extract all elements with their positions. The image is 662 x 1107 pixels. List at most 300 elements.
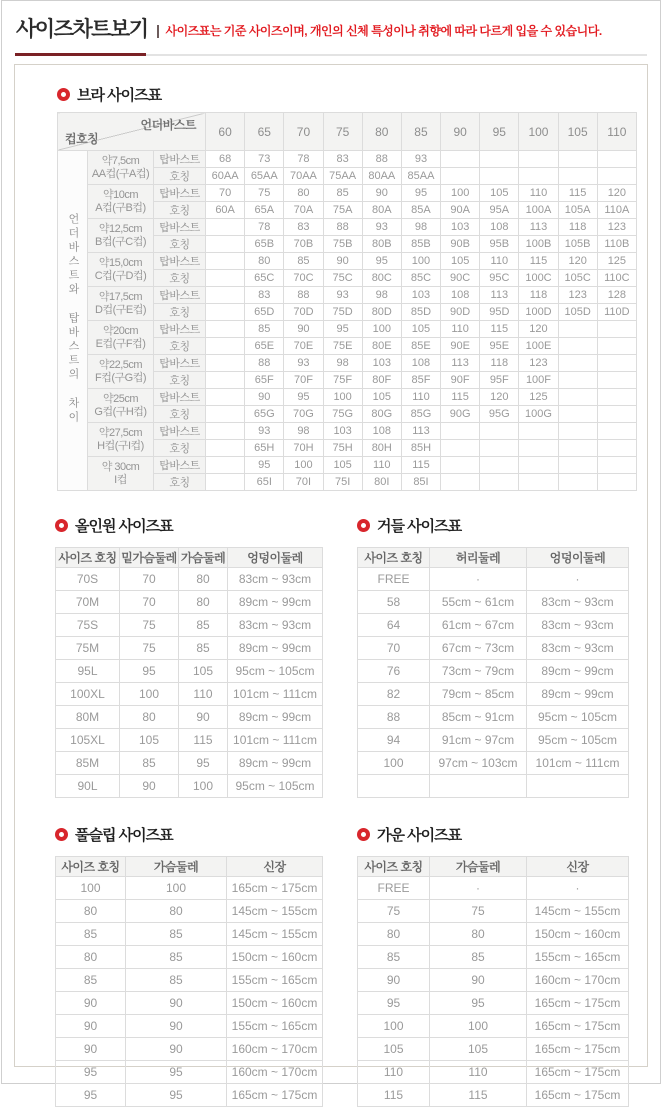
cell: 95L	[56, 660, 120, 683]
cell: 80C	[362, 270, 401, 287]
underbust-column-header: 95	[480, 113, 519, 151]
cell: 65C	[245, 270, 284, 287]
cell: 95	[56, 1084, 126, 1107]
cell: 101cm ~ 111cm	[527, 752, 629, 775]
cell	[519, 151, 558, 168]
cell: 105	[179, 660, 228, 683]
cell: 120	[597, 185, 636, 202]
cell	[558, 338, 597, 355]
cell: 103	[441, 219, 480, 236]
cell: 113	[441, 355, 480, 372]
row-label-topbust: 탑바스트	[154, 287, 206, 304]
table-row	[358, 900, 629, 923]
cell: 85	[430, 946, 527, 969]
cell: 105	[401, 321, 440, 338]
cell: 75F	[323, 372, 362, 389]
cell: 110	[441, 321, 480, 338]
cell: 90	[430, 969, 527, 992]
cell: 80	[284, 185, 323, 202]
cell: 85	[126, 946, 227, 969]
underbust-column-header: 90	[441, 113, 480, 151]
row-label-topbust: 탑바스트	[154, 185, 206, 202]
cell: 75E	[323, 338, 362, 355]
cell: 110	[430, 1061, 527, 1084]
cell: 165cm ~ 175cm	[527, 992, 629, 1015]
cell: 100	[120, 683, 179, 706]
row-label-name: 호칭	[154, 304, 206, 321]
cell: 95G	[480, 406, 519, 423]
cell: 108	[362, 423, 401, 440]
cell: 160cm ~ 170cm	[227, 1038, 323, 1061]
column-header: 신장	[527, 857, 629, 877]
table-row	[56, 877, 323, 900]
table-row	[358, 683, 629, 706]
table-row	[358, 706, 629, 729]
cell: 70C	[284, 270, 323, 287]
column-header: 사이즈 호칭	[358, 548, 430, 568]
side-label-text: 언더바스트와 탑바스트의 차이	[67, 213, 79, 426]
cell: 65F	[245, 372, 284, 389]
cell: 70B	[284, 236, 323, 253]
cell: 90C	[441, 270, 480, 287]
cell: 95	[284, 389, 323, 406]
size-guide-note: 사이즈표는 기준 사이즈이며, 개인의 신체 특성이나 취향에 따라 다르게 입을 수 있습니다.	[165, 24, 602, 39]
cell	[597, 423, 636, 440]
cell: 115	[558, 185, 597, 202]
cell	[558, 151, 597, 168]
cell: 75AA	[323, 168, 362, 185]
cup-label-cell	[88, 355, 154, 389]
cell	[206, 321, 245, 338]
cell	[597, 321, 636, 338]
cell: 125	[519, 389, 558, 406]
column-header: 사이즈 호칭	[56, 857, 126, 877]
cell	[558, 474, 597, 491]
header-row	[56, 857, 323, 877]
cell: 65G	[245, 406, 284, 423]
cell: 75M	[56, 637, 120, 660]
cell: 65I	[245, 474, 284, 491]
cell: 75	[358, 900, 430, 923]
section-title-girdle	[357, 515, 629, 536]
cell: 113	[480, 287, 519, 304]
cell: 105	[362, 389, 401, 406]
table-row	[358, 1038, 629, 1061]
cell: 75C	[323, 270, 362, 287]
cell: 80	[179, 591, 228, 614]
column-header: 엉덩이둘레	[527, 548, 629, 568]
cell: 70	[120, 568, 179, 591]
table-row	[56, 614, 323, 637]
cell	[480, 457, 519, 474]
table-row	[358, 969, 629, 992]
cell: 105	[323, 457, 362, 474]
cup-label-cell	[88, 185, 154, 219]
section-title-fullslip	[55, 824, 323, 845]
cell: 80B	[362, 236, 401, 253]
cell: 90	[323, 253, 362, 270]
cell	[206, 304, 245, 321]
cell: 70A	[284, 202, 323, 219]
red-bullet-icon	[55, 828, 68, 841]
row-label-topbust: 탑바스트	[154, 389, 206, 406]
cell	[206, 253, 245, 270]
cell: 90	[284, 321, 323, 338]
cell: 90F	[441, 372, 480, 389]
cell: 90L	[56, 775, 120, 798]
cell: 108	[441, 287, 480, 304]
cell: 88	[284, 287, 323, 304]
cell: 165cm ~ 175cm	[527, 1038, 629, 1061]
cell: 75I	[323, 474, 362, 491]
cell: 123	[597, 219, 636, 236]
cell: 150cm ~ 160cm	[227, 992, 323, 1015]
cell: 100	[362, 321, 401, 338]
cell: 75G	[323, 406, 362, 423]
cell: 85H	[401, 440, 440, 457]
column-header: 사이즈 호칭	[56, 548, 120, 568]
cell: 65A	[245, 202, 284, 219]
cell	[527, 775, 629, 798]
cell: 123	[558, 287, 597, 304]
cell: 100	[358, 1015, 430, 1038]
table-row	[58, 287, 637, 304]
cell: 95	[362, 253, 401, 270]
cell	[597, 474, 636, 491]
cell: 100	[56, 877, 126, 900]
cell: 110	[179, 683, 228, 706]
cell: 115	[358, 1084, 430, 1107]
cell	[519, 168, 558, 185]
cell: 125	[597, 253, 636, 270]
cell: 80	[56, 946, 126, 969]
cup-diff: 약 30cm	[101, 460, 140, 473]
cell	[480, 440, 519, 457]
cell: 60AA	[206, 168, 245, 185]
section-allinone	[55, 515, 323, 798]
cell	[206, 287, 245, 304]
cell: 80	[56, 900, 126, 923]
cell: 115	[480, 321, 519, 338]
cell: 95	[401, 185, 440, 202]
cell	[597, 168, 636, 185]
cell: 76	[358, 660, 430, 683]
cell: 100D	[519, 304, 558, 321]
cell: 103	[362, 355, 401, 372]
table-row	[56, 1061, 323, 1084]
column-header: 가슴둘레	[126, 857, 227, 877]
cell: 75B	[323, 236, 362, 253]
divider-bar	[157, 25, 159, 38]
cell: 165cm ~ 175cm	[527, 1061, 629, 1084]
corner-label-underbust: 언더바스트	[140, 118, 197, 133]
cell: 85	[245, 321, 284, 338]
cup-name: G컵(구H컵)	[94, 405, 147, 418]
cell: 80M	[56, 706, 120, 729]
girdle-size-table	[357, 547, 629, 798]
cell: 80I	[362, 474, 401, 491]
cell: 155cm ~ 165cm	[527, 946, 629, 969]
cell: 93	[323, 287, 362, 304]
cell: 83cm ~ 93cm	[228, 568, 323, 591]
row-label-name: 호칭	[154, 372, 206, 389]
cell: 145cm ~ 155cm	[227, 923, 323, 946]
cell: 75	[430, 900, 527, 923]
row-label-topbust: 탑바스트	[154, 423, 206, 440]
row-label-topbust: 탑바스트	[154, 321, 206, 338]
cell: 95	[56, 1061, 126, 1084]
cell: 105	[120, 729, 179, 752]
cell: 85D	[401, 304, 440, 321]
cell: 75H	[323, 440, 362, 457]
cell	[480, 474, 519, 491]
cell: 105	[441, 253, 480, 270]
cell: 65D	[245, 304, 284, 321]
cell: 165cm ~ 175cm	[227, 877, 323, 900]
cell: 88	[245, 355, 284, 372]
cell: 95	[358, 992, 430, 1015]
cell	[519, 457, 558, 474]
red-bullet-icon	[55, 519, 68, 532]
cup-label-cell	[88, 253, 154, 287]
fullslip-size-table	[55, 856, 323, 1107]
cell: 100E	[519, 338, 558, 355]
cell: 83cm ~ 93cm	[527, 591, 629, 614]
row-label-name: 호칭	[154, 440, 206, 457]
cell	[206, 219, 245, 236]
cell: 145cm ~ 155cm	[527, 900, 629, 923]
cell: 97cm ~ 103cm	[430, 752, 527, 775]
table-row	[58, 321, 637, 338]
table-row	[58, 423, 637, 440]
cell: 123	[519, 355, 558, 372]
table-row	[358, 1015, 629, 1038]
cell: 155cm ~ 165cm	[227, 1015, 323, 1038]
cell: 118	[480, 355, 519, 372]
cup-diff: 약27,5cm	[98, 426, 143, 439]
cell: 85B	[401, 236, 440, 253]
cell: 85	[126, 969, 227, 992]
cell	[441, 440, 480, 457]
cell: 85F	[401, 372, 440, 389]
cell: 65AA	[245, 168, 284, 185]
cup-name: B컵(구C컵)	[95, 235, 146, 248]
cell: 90	[56, 1038, 126, 1061]
row-label-topbust: 탑바스트	[154, 355, 206, 372]
cell: 95cm ~ 105cm	[527, 729, 629, 752]
cup-name: H컵(구I컵)	[97, 439, 144, 452]
side-label-cell	[58, 151, 88, 491]
cell: 90	[56, 1015, 126, 1038]
cell: 100	[323, 389, 362, 406]
cell: 165cm ~ 175cm	[227, 1084, 323, 1107]
cell: 145cm ~ 155cm	[227, 900, 323, 923]
cell: 90	[245, 389, 284, 406]
cell: 83	[284, 219, 323, 236]
column-header: 사이즈 호칭	[358, 857, 430, 877]
cup-name: F컵(구G컵)	[95, 371, 146, 384]
cell: 118	[519, 287, 558, 304]
table-row	[56, 660, 323, 683]
cell: ·	[430, 877, 527, 900]
cell: 89cm ~ 99cm	[228, 706, 323, 729]
cell: 80G	[362, 406, 401, 423]
table-row	[56, 992, 323, 1015]
cell: 89cm ~ 99cm	[527, 660, 629, 683]
row-label-name: 호칭	[154, 236, 206, 253]
cell: 85G	[401, 406, 440, 423]
cell: 100	[430, 1015, 527, 1038]
cell: 100	[179, 775, 228, 798]
cell: 80E	[362, 338, 401, 355]
cell: 110B	[597, 236, 636, 253]
cell: 80A	[362, 202, 401, 219]
cup-diff: 약20cm	[102, 324, 139, 337]
page-title: 사이즈차트보기	[16, 18, 148, 41]
cell: 70	[120, 591, 179, 614]
table-row	[358, 591, 629, 614]
table-row	[56, 1038, 323, 1061]
table-row	[56, 1084, 323, 1107]
cell	[558, 457, 597, 474]
cell: 105C	[558, 270, 597, 287]
cell: 94	[358, 729, 430, 752]
section-title-bra	[57, 84, 633, 105]
red-bullet-icon	[357, 519, 370, 532]
table-row	[58, 219, 637, 236]
cell: 103	[323, 423, 362, 440]
cell: 85	[126, 923, 227, 946]
cell: 78	[284, 151, 323, 168]
cell: 65H	[245, 440, 284, 457]
cup-label-cell	[88, 423, 154, 457]
cell: 80	[358, 923, 430, 946]
cell: 105B	[558, 236, 597, 253]
cell: 115	[401, 457, 440, 474]
cell: ·	[430, 568, 527, 591]
cell: 105	[358, 1038, 430, 1061]
cell: 93	[284, 355, 323, 372]
cell	[597, 355, 636, 372]
cup-label-cell	[88, 219, 154, 253]
table-row	[56, 900, 323, 923]
cell: 105XL	[56, 729, 120, 752]
cell: ·	[527, 877, 629, 900]
cell	[441, 423, 480, 440]
cell	[206, 440, 245, 457]
cell: 95	[323, 321, 362, 338]
cell: 100XL	[56, 683, 120, 706]
cell: 85	[56, 923, 126, 946]
row-label-name: 호칭	[154, 474, 206, 491]
header-rule	[15, 53, 647, 56]
cell: 95	[126, 1084, 227, 1107]
cell: 95	[120, 660, 179, 683]
cell	[597, 338, 636, 355]
cell: 115	[430, 1084, 527, 1107]
underbust-column-header: 100	[519, 113, 558, 151]
cell	[519, 440, 558, 457]
table-row	[58, 185, 637, 202]
cell: 88	[358, 706, 430, 729]
cell: 65B	[245, 236, 284, 253]
cell: 95	[245, 457, 284, 474]
cell: 80	[179, 568, 228, 591]
header-rule-line	[146, 54, 647, 56]
underbust-column-header: 70	[284, 113, 323, 151]
cell	[206, 372, 245, 389]
cell: 103	[401, 287, 440, 304]
cell	[558, 321, 597, 338]
column-header: 신장	[227, 857, 323, 877]
cell	[206, 338, 245, 355]
cell: 70F	[284, 372, 323, 389]
cell	[441, 151, 480, 168]
red-bullet-icon	[357, 828, 370, 841]
cell: 75	[120, 637, 179, 660]
cell: 61cm ~ 67cm	[430, 614, 527, 637]
cell	[558, 440, 597, 457]
cell: 65E	[245, 338, 284, 355]
table-row	[58, 253, 637, 270]
cell: 98	[323, 355, 362, 372]
cell: 80D	[362, 304, 401, 321]
cell: 101cm ~ 111cm	[228, 729, 323, 752]
section-title-label: 가운 사이즈표	[377, 827, 462, 845]
cell: 82	[358, 683, 430, 706]
cell	[558, 406, 597, 423]
cell	[558, 423, 597, 440]
cup-label-cell	[88, 321, 154, 355]
cell: ·	[527, 568, 629, 591]
cell: 70	[358, 637, 430, 660]
cell: 73	[245, 151, 284, 168]
table-row	[358, 877, 629, 900]
cell: 110D	[597, 304, 636, 321]
cup-label-cell	[88, 457, 154, 491]
cell: 90	[362, 185, 401, 202]
cell	[519, 474, 558, 491]
cell: 115	[441, 389, 480, 406]
cell: 100G	[519, 406, 558, 423]
cell: 90	[120, 775, 179, 798]
cup-name: E컵(구F컵)	[95, 337, 146, 350]
allinone-size-table	[55, 547, 323, 798]
table-row	[56, 923, 323, 946]
cell: 105	[430, 1038, 527, 1061]
cell: 150cm ~ 160cm	[227, 946, 323, 969]
table-row	[58, 457, 637, 474]
cell: 95cm ~ 105cm	[527, 706, 629, 729]
cell: 95	[179, 752, 228, 775]
cell: 98	[284, 423, 323, 440]
cell: 100A	[519, 202, 558, 219]
cell: 110	[358, 1061, 430, 1084]
section-title-allinone	[55, 515, 323, 536]
cell: 93	[401, 151, 440, 168]
table-row	[358, 1061, 629, 1084]
table-row	[56, 775, 323, 798]
cell	[206, 406, 245, 423]
underbust-column-header: 80	[362, 113, 401, 151]
cell: 85M	[56, 752, 120, 775]
column-header: 허리둘레	[430, 548, 527, 568]
cell	[206, 457, 245, 474]
cell: 95A	[480, 202, 519, 219]
section-title-label: 풀슬립 사이즈표	[75, 827, 173, 845]
table-row	[358, 614, 629, 637]
cell	[441, 457, 480, 474]
